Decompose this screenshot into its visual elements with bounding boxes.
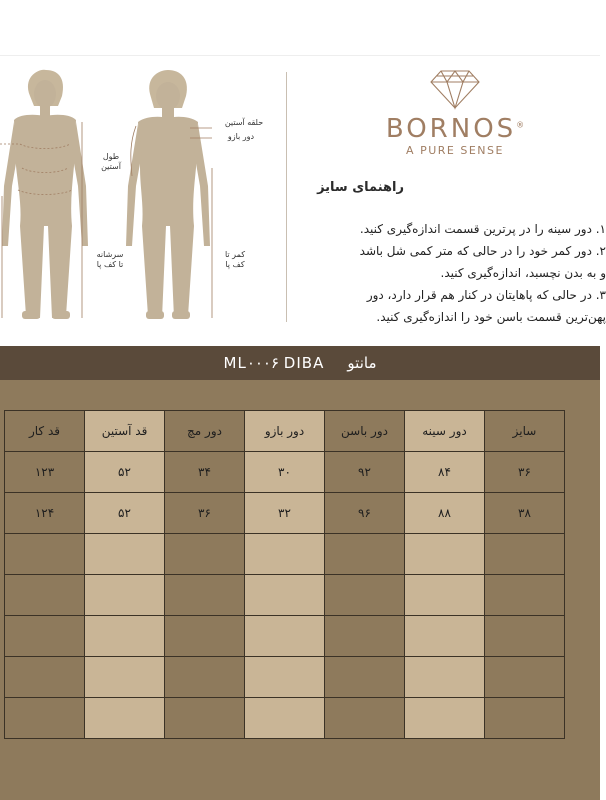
table-row [5, 698, 565, 739]
guide-line: ۲. دور کمر خود را در حالی که متر کمی شل باشد [359, 244, 606, 258]
table-cell: ۵۲ [85, 452, 165, 493]
table-cell: ۳۴ [165, 452, 245, 493]
table-cell [485, 616, 565, 657]
table-cell [405, 575, 485, 616]
table-cell [485, 698, 565, 739]
table-cell [85, 534, 165, 575]
label-shoulder-to-foot-line2: تا کف پا [96, 260, 124, 269]
header-sleeve-length: قد آستین [85, 411, 165, 452]
table-cell [485, 657, 565, 698]
size-table [4, 410, 565, 739]
table-cell [245, 534, 325, 575]
diamond-logo-icon [427, 68, 483, 110]
guide-line: و به بدن نچسبد، اندازه‌گیری کنید. [440, 266, 606, 280]
table-row [5, 616, 565, 657]
table-cell: ۹۶ [325, 493, 405, 534]
brand-name [360, 114, 550, 144]
size-guide-title: راهنمای سایز [317, 180, 404, 195]
label-sleeve-length [96, 152, 126, 172]
header-length: قد کار [5, 411, 85, 452]
header-bust: دور سینه [405, 411, 485, 452]
table-cell [5, 616, 85, 657]
table-row [5, 452, 565, 493]
table-cell [85, 575, 165, 616]
table-cell [165, 657, 245, 698]
table-cell [245, 657, 325, 698]
table-row [5, 534, 565, 575]
table-cell: ۱۲۳ [5, 452, 85, 493]
table-cell: ۱۲۴ [5, 493, 85, 534]
product-title-band [0, 346, 600, 380]
table-cell [5, 534, 85, 575]
label-shoulder-to-foot-line1: سرشانه [96, 250, 124, 259]
table-cell: ۳۰ [245, 452, 325, 493]
table-cell [405, 657, 485, 698]
table-cell: ۵۲ [85, 493, 165, 534]
table-cell [85, 657, 165, 698]
table-cell [325, 698, 405, 739]
table-cell [405, 534, 485, 575]
label-shoulder-to-foot [88, 250, 132, 270]
table-cell [245, 575, 325, 616]
table-cell: ۹۲ [325, 452, 405, 493]
header-size: سایز [485, 411, 565, 452]
table-cell: ۸۴ [405, 452, 485, 493]
header-arm: دور بازو [245, 411, 325, 452]
header-hip: دور باسن [325, 411, 405, 452]
table-cell: ۳۶ [485, 452, 565, 493]
table-cell [165, 616, 245, 657]
label-waist-to-foot-line1: کمر تا [224, 250, 246, 259]
body-figures-illustration [0, 56, 286, 346]
table-cell [485, 575, 565, 616]
guide-line: پهن‌ترین قسمت باسن خود را اندازه‌گیری کنید. [376, 310, 606, 324]
size-guide-instructions [306, 218, 606, 328]
size-guide-panel [0, 56, 606, 346]
table-cell [85, 616, 165, 657]
label-waist-to-foot [218, 250, 252, 270]
label-sleeve-length-line2: آستین [101, 162, 121, 171]
brand-logo [360, 68, 550, 157]
table-cell [325, 534, 405, 575]
table-cell [325, 575, 405, 616]
table-cell: ۳۲ [245, 493, 325, 534]
header-wrist: دور مچ [165, 411, 245, 452]
brand-tagline: A PURE SENSE [406, 144, 504, 157]
back-body-figure [126, 70, 210, 319]
table-cell [405, 616, 485, 657]
table-cell [165, 534, 245, 575]
label-sleeve-ring: حلقه آستین [224, 118, 264, 127]
table-cell [5, 698, 85, 739]
table-row [5, 493, 565, 534]
label-waist-to-foot-line2: کف پا [225, 260, 245, 269]
guide-line: ۳. در حالی که پاهایتان در کنار هم قرار دارد، دور [366, 288, 606, 302]
table-cell [165, 698, 245, 739]
table-cell [325, 657, 405, 698]
table-cell [485, 534, 565, 575]
table-cell [245, 698, 325, 739]
table-cell [405, 698, 485, 739]
product-code: ML۰۰۰۶ DIBA [223, 354, 325, 372]
table-cell [325, 616, 405, 657]
product-title [0, 354, 600, 372]
guide-line: ۱. دور سینه را در پرترین قسمت اندازه‌گیری کنید. [359, 222, 606, 236]
size-table-header-row [5, 411, 565, 452]
table-cell [245, 616, 325, 657]
table-cell [5, 657, 85, 698]
table-row [5, 575, 565, 616]
size-table-area [0, 380, 600, 800]
table-cell: ۸۸ [405, 493, 485, 534]
table-row [5, 657, 565, 698]
table-cell [5, 575, 85, 616]
front-body-figure [2, 70, 88, 319]
brand-name-text: BORNOS [385, 114, 517, 144]
table-cell: ۳۸ [485, 493, 565, 534]
top-blank-area [0, 0, 600, 56]
registered-mark: ® [516, 120, 525, 130]
guide-divider [286, 72, 287, 322]
table-cell [85, 698, 165, 739]
label-sleeve-length-line1: طول [102, 152, 120, 161]
label-arm-circumference: دور بازو [227, 132, 255, 141]
product-type: مانتو [347, 354, 377, 372]
table-cell: ۳۶ [165, 493, 245, 534]
table-cell [165, 575, 245, 616]
